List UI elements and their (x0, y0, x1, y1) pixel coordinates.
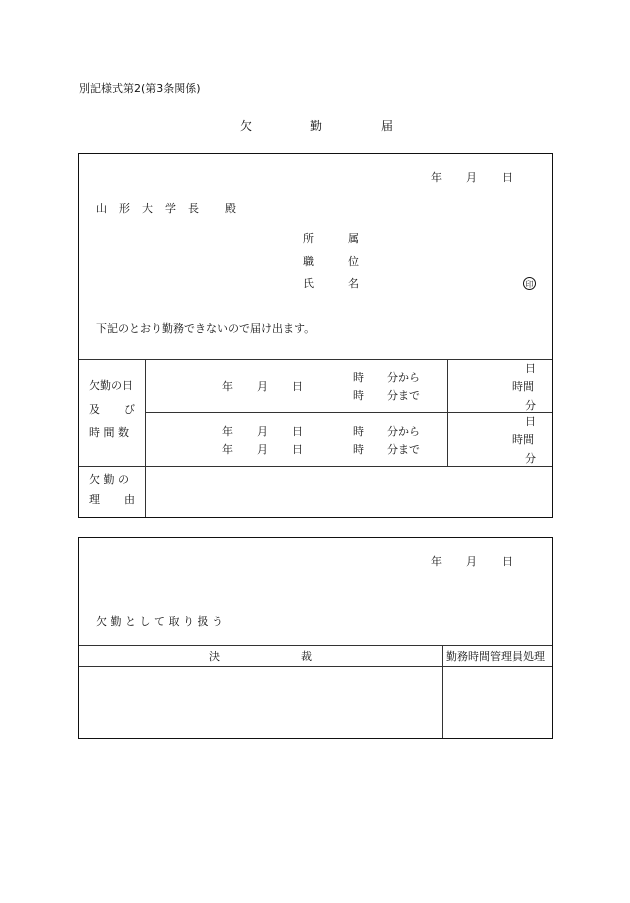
addressee-char-5: 長 (188, 202, 199, 215)
row2-from-month: 月 (257, 425, 268, 438)
row2-from-year: 年 (222, 425, 233, 438)
decision-header-top-rule (79, 645, 552, 646)
totals-column-rule (447, 359, 448, 466)
row1-to-minute: 分まで (387, 389, 420, 402)
form2-date-day: 日 (502, 555, 513, 568)
row1-day: 日 (292, 380, 303, 393)
row2-from-day: 日 (292, 425, 303, 438)
table-top-rule (79, 359, 552, 360)
reason-label-char1: 理 (89, 493, 100, 506)
decision-header-char1: 決 (209, 650, 220, 663)
row2-to-day: 日 (292, 443, 303, 456)
row1-from-minute: 分から (387, 371, 420, 384)
affiliation-label-a: 所 (303, 232, 314, 245)
form2-date-year: 年 (431, 555, 442, 568)
admin-processing-header: 勤務時間管理員処理 (446, 650, 545, 663)
row2-total-hours: 時間 (512, 433, 534, 446)
affiliation-label-b: 属 (348, 232, 359, 245)
position-label-b: 位 (348, 255, 359, 268)
dates-label-and2: び (124, 403, 135, 416)
row1-from-hour: 時 (353, 371, 364, 384)
addressee-char-3: 大 (142, 202, 153, 215)
form1-date-year: 年 (431, 171, 442, 184)
row1-total-minutes: 分 (525, 399, 536, 412)
decision-header-char2: 裁 (301, 650, 312, 663)
form2-statement: 欠 勤 と し て 取 り 扱 う (96, 615, 223, 628)
row2-total-days: 日 (525, 415, 536, 428)
form-reference: 別記様式第2(第3条関係) (79, 82, 201, 95)
row1-year: 年 (222, 380, 233, 393)
row1-total-hours: 時間 (512, 380, 534, 393)
reason-label-char2: 由 (124, 493, 135, 506)
reason-label-line1: 欠 勤 の (89, 473, 129, 486)
dates-label-and: 及 (89, 403, 100, 416)
dates-label-line3: 時 間 数 (89, 426, 129, 439)
row2-to-minute: 分まで (387, 443, 420, 456)
title-char-2: 勤 (310, 119, 323, 133)
form2-date-month: 月 (466, 555, 477, 568)
decision-signature-area[interactable] (80, 668, 440, 736)
row2-to-month: 月 (257, 443, 268, 456)
form1-statement: 下記のとおり勤務できないので届け出ます。 (96, 322, 316, 335)
addressee-char-1: 山 (96, 202, 107, 215)
addressee-honorific: 殿 (225, 202, 236, 215)
reason-top-rule (79, 466, 552, 467)
row1-total-days: 日 (525, 362, 536, 375)
dates-label-line1: 欠勤の日 (89, 379, 133, 392)
row2-total-minutes: 分 (525, 452, 536, 465)
admin-processing-area[interactable] (444, 668, 550, 736)
decision-header-bottom-rule (79, 666, 552, 667)
seal-mark: 印 (523, 277, 536, 290)
row2-from-minute: 分から (387, 425, 420, 438)
title-char-3: 届 (381, 119, 394, 133)
label-column-rule (145, 359, 146, 517)
row-divider-rule (145, 412, 552, 413)
row1-month: 月 (257, 380, 268, 393)
decision-column-rule (442, 645, 443, 738)
title-char-1: 欠 (240, 119, 253, 133)
row2-from-hour: 時 (353, 425, 364, 438)
row2-to-year: 年 (222, 443, 233, 456)
addressee-char-4: 学 (165, 202, 176, 215)
form1-date-month: 月 (466, 171, 477, 184)
row1-to-hour: 時 (353, 389, 364, 402)
form1-date-day: 日 (502, 171, 513, 184)
name-label-a: 氏 (303, 277, 314, 290)
position-label-a: 職 (303, 255, 314, 268)
addressee-char-2: 形 (119, 202, 130, 215)
name-label-b: 名 (348, 277, 359, 290)
row2-to-hour: 時 (353, 443, 364, 456)
